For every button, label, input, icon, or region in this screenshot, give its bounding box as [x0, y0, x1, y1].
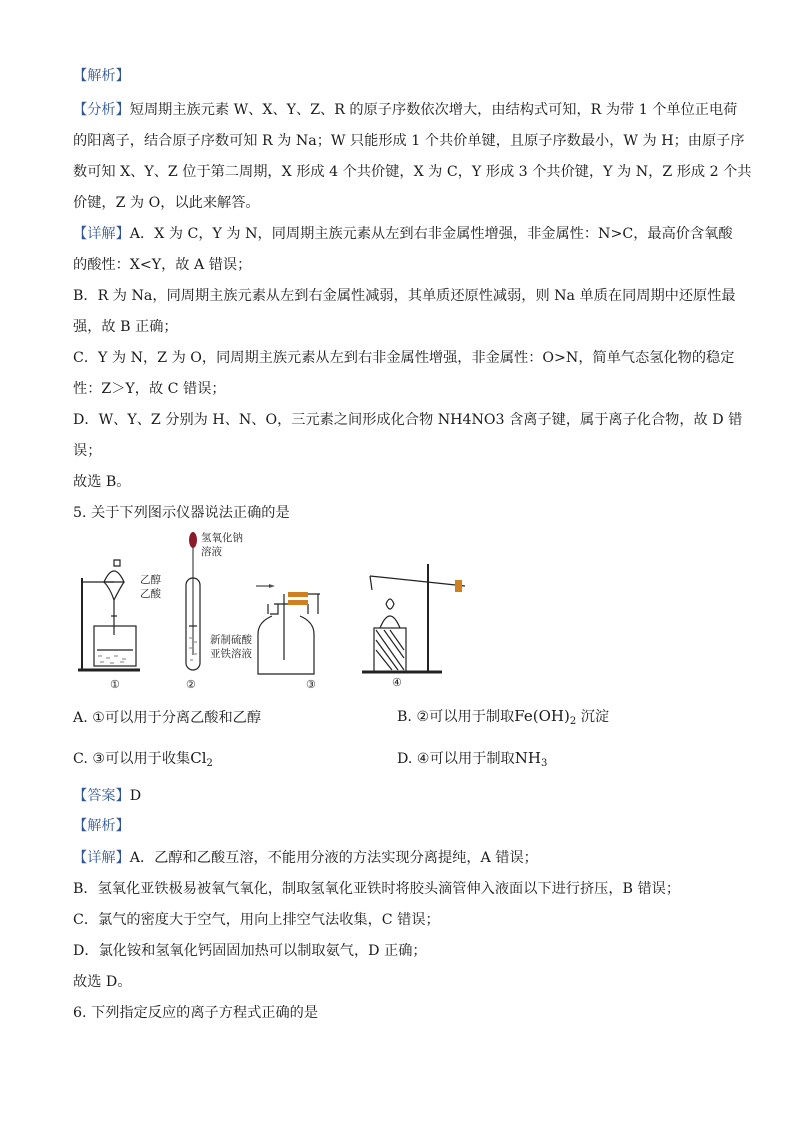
xiangjie-text-1: A．X 为 C，Y 为 N，同周期主族元素从左到右非金属性增强，非金属性：N>C，最高价含氧酸	[129, 226, 733, 242]
option-c: C. ③可以用于收集$Cl_2$	[73, 749, 213, 769]
ans5-line-1	[73, 848, 723, 868]
ans5-xiangjie-tag: 【详解】	[73, 850, 130, 866]
label-acetic-acid: 乙酸	[140, 588, 161, 600]
ans5-text-1: A．乙醇和乙酸互溶，不能用分液的方法实现分离提纯，A 错误；	[129, 850, 538, 866]
ans5-jiexi-heading: 【解析】	[73, 818, 130, 834]
label-apparatus-4: ④	[392, 676, 402, 689]
ans5-line-3: C．氯气的密度大于空气，用向上排空气法收集，C 错误；	[73, 912, 440, 928]
fenxi-line-3: 数可知 X、Y、Z 位于第二周期，X 形成 4 个共价键，X 为 C，Y 形成 3 个共价键，Y 为 N，Z 形成 2 个共	[73, 164, 752, 180]
xiangjie-line-1	[73, 224, 733, 244]
option-d: D. ④可以用于制取$NH_3$	[397, 749, 548, 769]
option-b: B. ②可以用于制取$Fe(OH)_2$ 沉淀	[397, 707, 610, 727]
xiangjie-line-6: 性：Z＞Y，故 C 错误；	[73, 381, 226, 397]
q5-stem: 5. 关于下列图示仪器说法正确的是	[73, 505, 290, 521]
fenxi-line-1	[73, 100, 738, 120]
label-feso4-1: 新制硫酸	[210, 634, 252, 646]
label-naoh-1: 氢氧化钠	[201, 532, 243, 544]
fenxi-line-4: 价键，Z 为 O，以此来解答。	[73, 195, 260, 211]
apparatus-drawing	[70, 530, 480, 698]
xiangjie-line-9: 故选 B。	[73, 474, 131, 490]
xiangjie-line-7: D．W、Y、Z 分别为 H、N、O，三元素之间形成化合物 NH4NO3 含离子键，属于离子化合物，故 D 错	[73, 412, 743, 428]
daan-tag: 【答案】	[73, 788, 130, 804]
label-ethanol: 乙醇	[140, 574, 161, 586]
answer-line	[73, 786, 723, 806]
apparatus-figure	[70, 530, 480, 698]
label-feso4-2: 亚铁溶液	[210, 648, 252, 660]
answer-value: D	[129, 788, 142, 804]
ans5-line-4: D．氯化铵和氢氧化钙固固加热可以制取氨气，D 正确；	[73, 943, 427, 959]
q6-stem: 6. 下列指定反应的离子方程式正确的是	[73, 1005, 319, 1021]
jiexi-heading: 【解析】	[73, 68, 130, 84]
ans5-line-5: 故选 D。	[73, 974, 132, 990]
xiangjie-line-3: B．R 为 Na，同周期主族元素从左到右金属性减弱，其单质还原性减弱，则 Na 单质在同周期中还原性最	[73, 288, 736, 304]
label-apparatus-2: ②	[186, 678, 196, 691]
xiangjie-line-5: C．Y 为 N，Z 为 O，同周期主族元素从左到右非金属性增强，非金属性：O>N，简单气态氢化物的稳定	[73, 350, 735, 366]
xiangjie-line-2: 的酸性：X<Y，故 A 错误；	[73, 257, 252, 273]
label-apparatus-1: ①	[110, 678, 120, 691]
fenxi-text-1: 短周期主族元素 W、X、Y、Z、R 的原子序数依次增大，由结构式可知，R 为带 1 个单位正电荷	[129, 102, 738, 118]
fenxi-tag: 【分析】	[73, 102, 130, 118]
option-a: A. ①可以用于分离乙酸和乙醇	[73, 710, 262, 726]
fenxi-line-2: 的阳离子，结合原子序数可知 R 为 Na；W 只能形成 1 个共价单键，且原子序数最小，W 为 H；由原子序	[73, 133, 745, 149]
xiangjie-line-8: 误；	[73, 443, 102, 459]
label-apparatus-3: ③	[306, 678, 316, 691]
label-naoh-2: 溶液	[201, 546, 222, 558]
xiangjie-line-4: 强，故 B 正确；	[73, 319, 178, 335]
xiangjie-tag: 【详解】	[73, 226, 130, 242]
ans5-line-2: B．氢氧化亚铁极易被氧气氧化，制取氢氧化亚铁时将胶头滴管伸入液面以下进行挤压，B 错误；	[73, 881, 681, 897]
